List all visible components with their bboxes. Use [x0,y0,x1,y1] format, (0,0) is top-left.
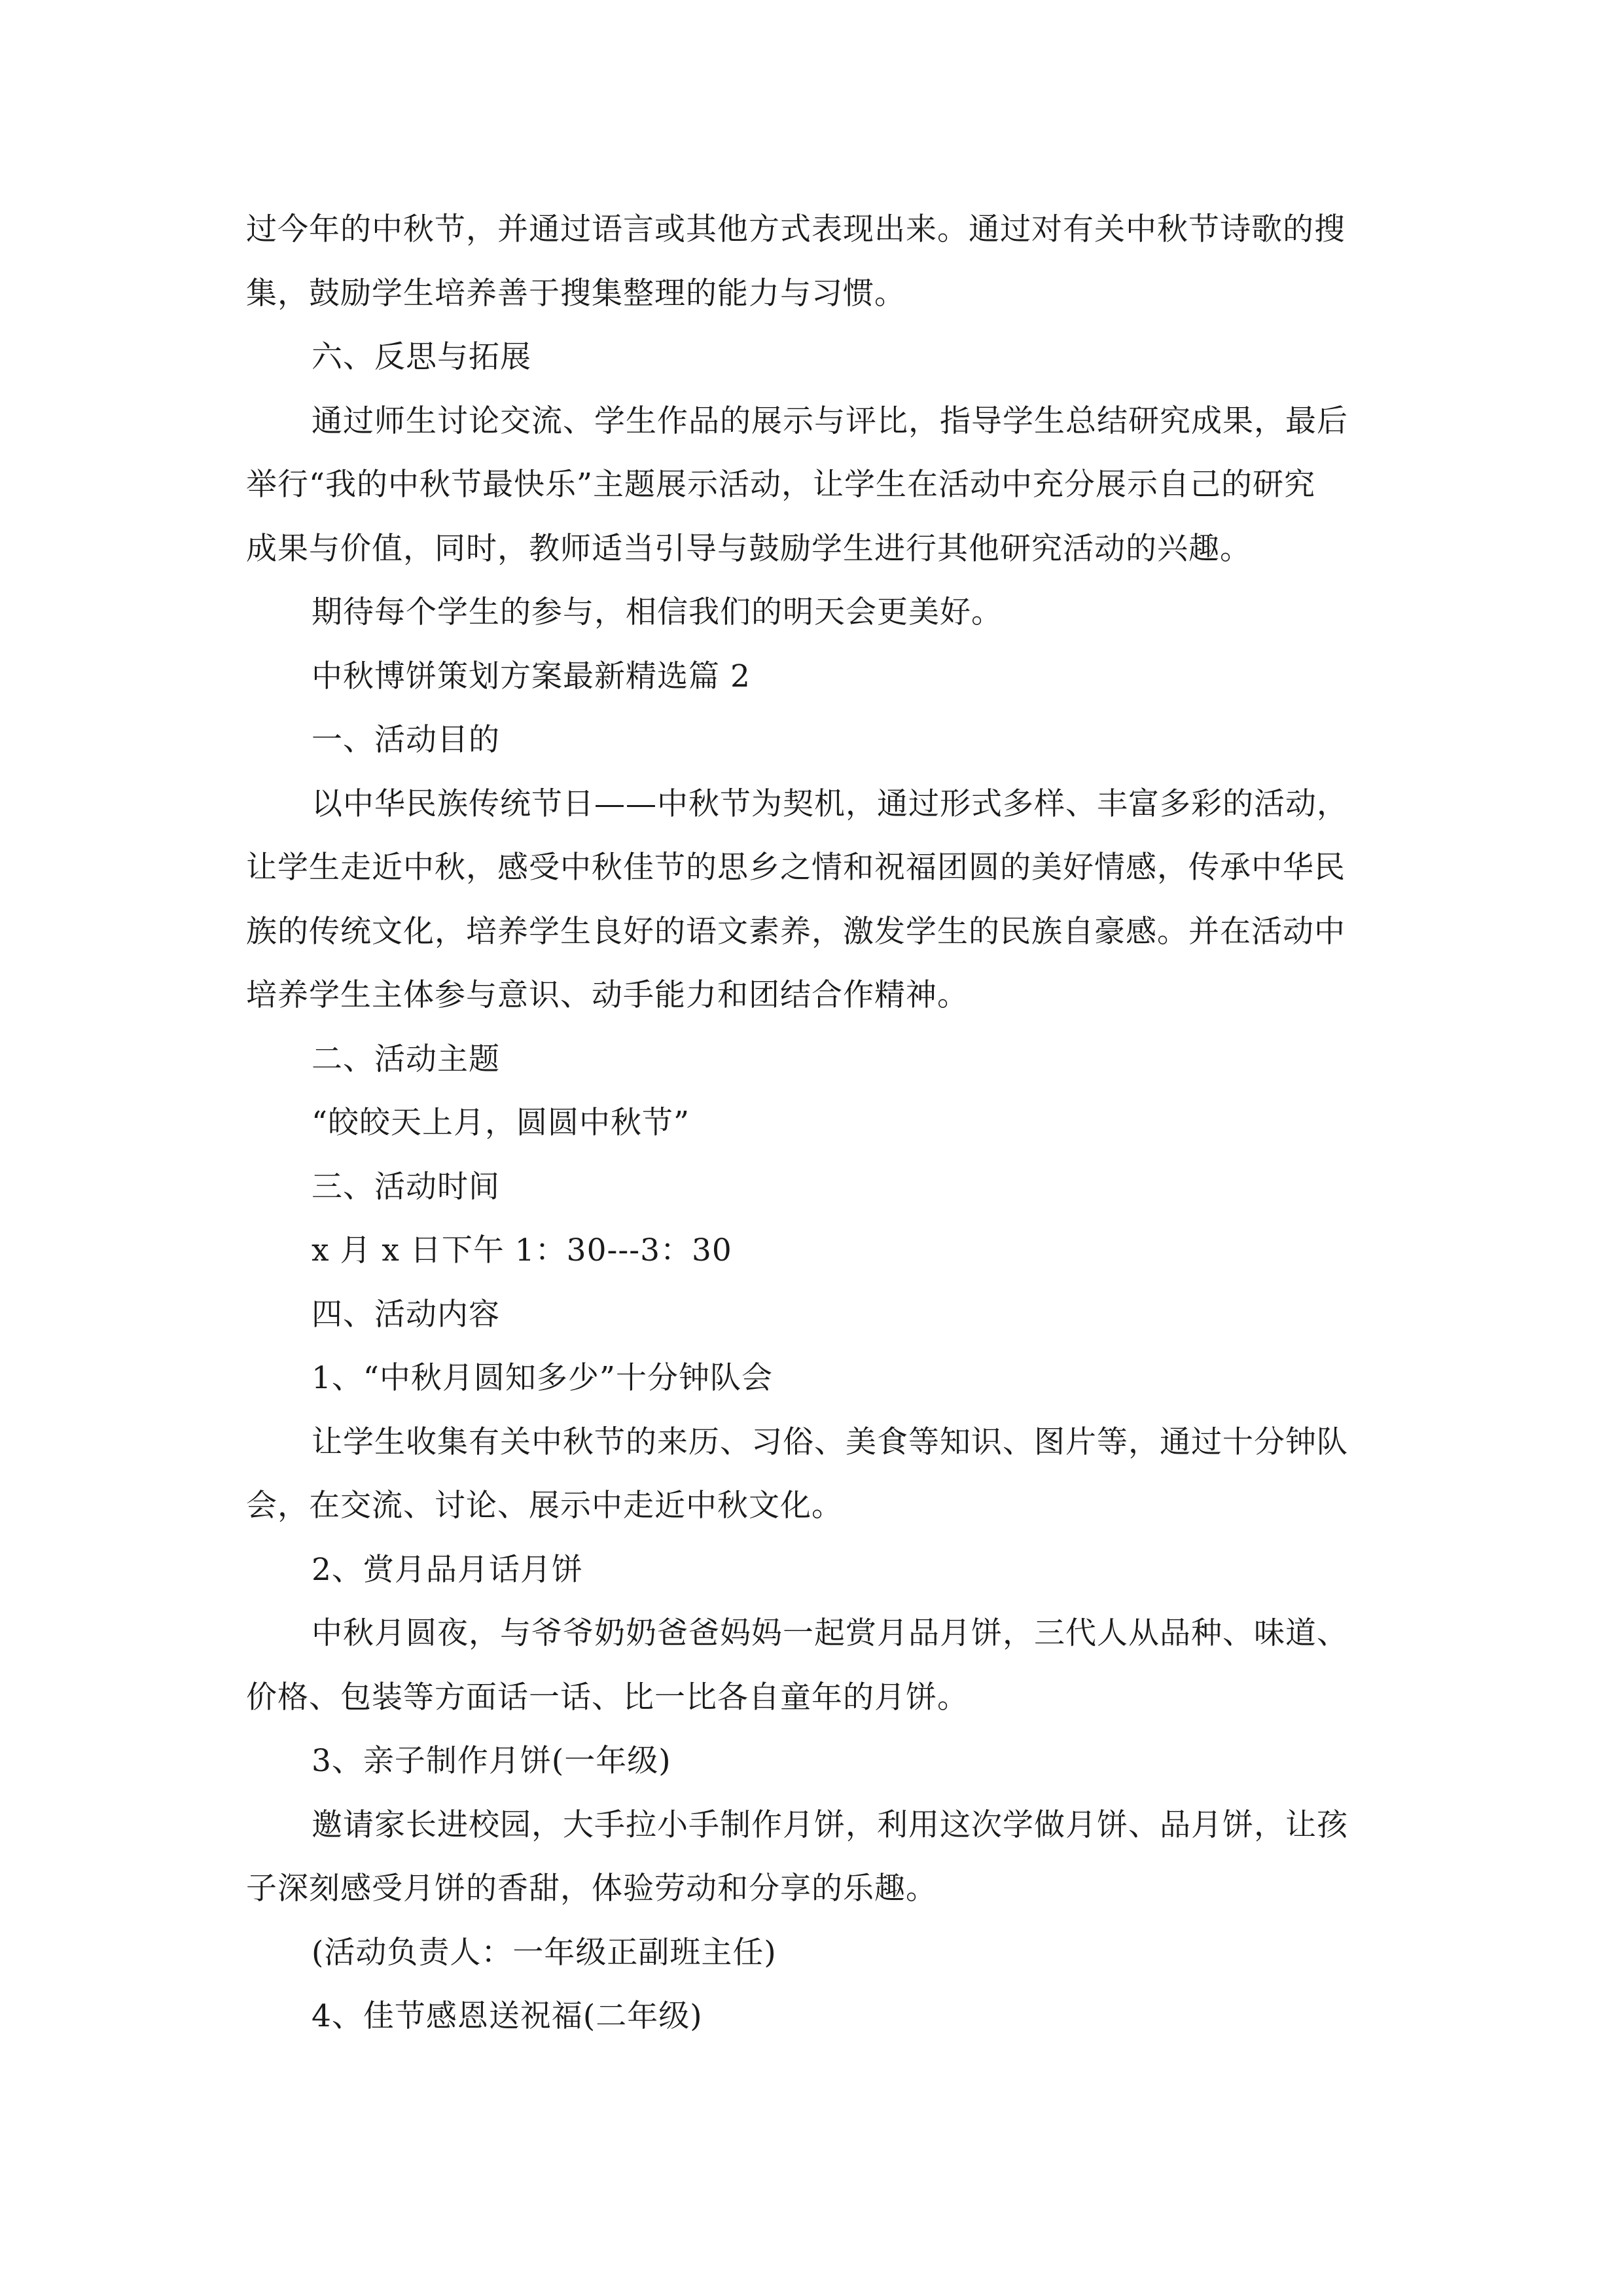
text-line: “皎皎天上月，圆圆中秋节” [312,1105,690,1141]
text-line: 举行“我的中秋节最快乐”主题展示活动，让学生在活动中充分展示自己的研究 [246,467,1316,503]
text-line: 子深刻感受月饼的香甜，体验劳动和分享的乐趣。 [246,1871,937,1907]
text-line: 让学生收集有关中秋节的来历、习俗、美食等知识、图片等，通过十分钟队 [312,1424,1348,1460]
text-line: 以中华民族传统节日——中秋节为契机，通过形式多样、丰富多彩的活动， [312,785,1348,822]
text-line: 1、“中秋月圆知多少”十分钟队会 [312,1360,773,1396]
text-line: 价格、包装等方面话一话、比一比各自童年的月饼。 [246,1679,969,1715]
text-line: 会，在交流、讨论、展示中走近中秋文化。 [246,1488,843,1524]
text-line: 期待每个学生的参与，相信我们的明天会更美好。 [312,594,1003,630]
text-line: 族的传统文化，培养学生良好的语文素养，激发学生的民族自豪感。并在活动中 [246,913,1346,950]
text-line: 二、活动主题 [312,1041,500,1077]
text-line: 中秋月圆夜，与爷爷奶奶爸爸妈妈一起赏月品月饼，三代人从品种、味道、 [312,1615,1348,1651]
text-line: 四、活动内容 [312,1296,500,1333]
text-line: 六、反思与拓展 [312,339,531,375]
text-line: 4、佳节感恩送祝福(二年级) [312,1998,703,2034]
text-line: 成果与价值，同时，教师适当引导与鼓励学生进行其他研究活动的兴趣。 [246,530,1251,567]
text-line: 通过师生讨论交流、学生作品的展示与评比，指导学生总结研究成果，最后 [312,403,1348,439]
text-line: 集，鼓励学生培养善于搜集整理的能力与习惯。 [246,275,906,312]
text-line: 一、活动目的 [312,722,500,758]
text-line: 3、亲子制作月饼(一年级) [312,1743,671,1779]
text-line: 2、赏月品月话月饼 [312,1551,583,1588]
text-line: x 月 x 日下午 1：30---3：30 [312,1232,732,1268]
text-line: 邀请家长进校园，大手拉小手制作月饼，利用这次学做月饼、品月饼，让孩 [312,1806,1348,1843]
text-line: 三、活动时间 [312,1168,500,1205]
text-line: 中秋博饼策划方案最新精选篇 2 [312,658,751,694]
body-text [246,198,1398,2049]
text-line: (活动负责人：一年级正副班主任) [312,1934,777,1971]
text-line: 过今年的中秋节，并通过语言或其他方式表现出来。通过对有关中秋节诗歌的搜 [246,211,1346,247]
text-line: 培养学生主体参与意识、动手能力和团结合作精神。 [246,977,969,1013]
text-line: 让学生走近中秋，感受中秋佳节的思乡之情和祝福团圆的美好情感，传承中华民 [246,850,1346,886]
